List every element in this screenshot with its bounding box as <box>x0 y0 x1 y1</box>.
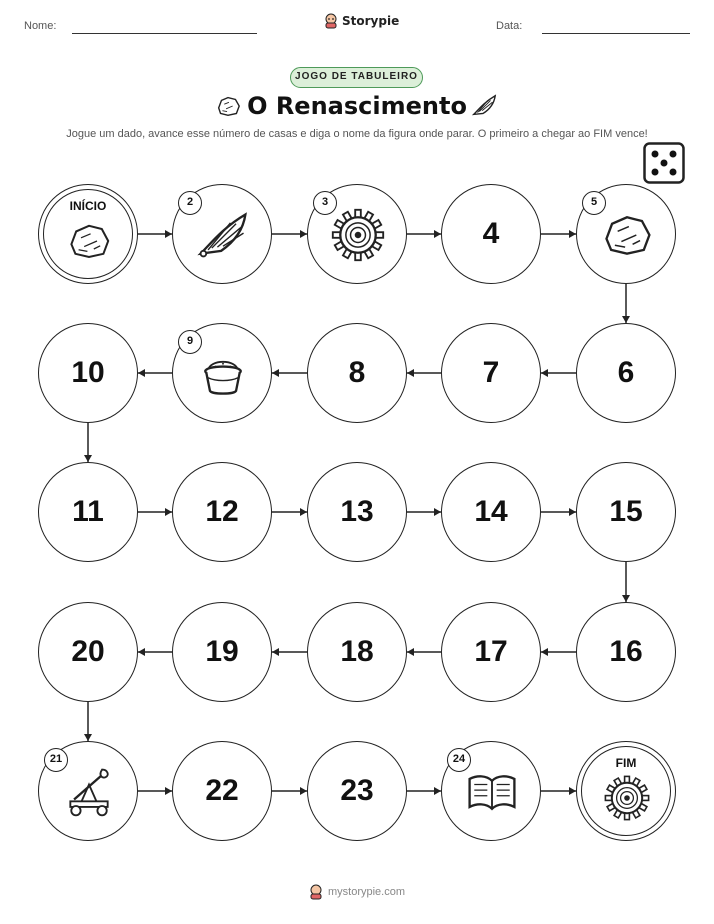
board-space-13 <box>307 462 407 562</box>
board-space-2 <box>172 184 272 284</box>
board-space-10 <box>38 323 138 423</box>
arrowhead <box>300 230 307 238</box>
board-space-14 <box>441 462 541 562</box>
arrowhead <box>84 734 92 741</box>
space-number: 6 <box>617 356 635 389</box>
board-space-23 <box>307 741 407 841</box>
catapult-icon <box>61 764 117 820</box>
arrowhead <box>541 648 548 656</box>
space-number: 23 <box>340 774 374 807</box>
arrowhead <box>300 787 307 795</box>
arrowhead <box>434 787 441 795</box>
space-number: 12 <box>205 495 239 528</box>
arrowhead <box>434 230 441 238</box>
footer-url[interactable]: mystorypie.com <box>327 886 406 898</box>
arrowhead <box>622 595 630 602</box>
space-number: 13 <box>340 495 374 528</box>
board-space-18 <box>307 602 407 702</box>
footer <box>0 884 714 900</box>
stone-icon <box>599 207 655 263</box>
instructions: Jogue um dado, avance esse número de casas e diga o nome da figura onde parar. O primeiro a chegar ao FIM vence! <box>66 128 648 140</box>
gear-icon <box>603 774 651 822</box>
arrowhead <box>622 316 630 323</box>
space-number: 14 <box>474 495 508 528</box>
space-number-chip: 24 <box>447 748 471 772</box>
stone-icon <box>65 217 113 265</box>
space-number: 22 <box>205 774 239 807</box>
arrowhead <box>272 648 279 656</box>
board-space-11 <box>38 462 138 562</box>
arrowhead <box>138 648 145 656</box>
space-number: 11 <box>72 495 104 528</box>
space-number: 10 <box>71 356 105 389</box>
book-icon <box>464 764 520 820</box>
board-space-20 <box>38 602 138 702</box>
board-space-12 <box>172 462 272 562</box>
board-space-21 <box>38 741 138 841</box>
board-space-7 <box>441 323 541 423</box>
space-number: 7 <box>482 356 500 389</box>
space-label: INÍCIO <box>69 199 107 213</box>
logo-text: Storypie <box>342 14 400 28</box>
board-space-9 <box>172 323 272 423</box>
arrowhead <box>138 369 145 377</box>
space-number: 15 <box>609 495 643 528</box>
arrowhead <box>569 787 576 795</box>
arrowhead <box>407 369 414 377</box>
arrowhead <box>300 508 307 516</box>
space-number: 17 <box>474 635 508 668</box>
arrowhead <box>165 508 172 516</box>
space-number: 16 <box>609 635 643 668</box>
space-number: 20 <box>71 635 105 668</box>
board-space-6 <box>576 323 676 423</box>
name-label: Nome: <box>24 20 57 32</box>
bowl-icon <box>195 346 251 402</box>
date-label: Data: <box>496 20 523 32</box>
arrowhead <box>84 455 92 462</box>
finish-space <box>576 741 676 841</box>
board-space-24 <box>441 741 541 841</box>
arrowhead <box>165 787 172 795</box>
space-number-chip: 5 <box>582 191 606 215</box>
space-label: FIM <box>615 756 637 770</box>
start-space <box>38 184 138 284</box>
page-title: O Renascimento <box>247 92 467 120</box>
board-space-16 <box>576 602 676 702</box>
game-badge: JOGO DE TABULEIRO <box>290 67 423 88</box>
arrowhead <box>541 369 548 377</box>
board-space-15 <box>576 462 676 562</box>
mascot-icon <box>309 884 323 900</box>
arrowhead <box>407 648 414 656</box>
arrowhead <box>569 508 576 516</box>
arrowhead <box>434 508 441 516</box>
space-number: 4 <box>482 217 500 250</box>
arrowhead <box>272 369 279 377</box>
space-number: 19 <box>205 635 239 668</box>
space-number-chip: 21 <box>44 748 68 772</box>
space-number-chip: 2 <box>178 191 202 215</box>
space-number: 8 <box>348 356 366 389</box>
board-space-3 <box>307 184 407 284</box>
board-space-8 <box>307 323 407 423</box>
space-number: 18 <box>340 635 374 668</box>
board-space-19 <box>172 602 272 702</box>
board-space-17 <box>441 602 541 702</box>
board-space-22 <box>172 741 272 841</box>
space-number-chip: 3 <box>313 191 337 215</box>
arrowhead <box>165 230 172 238</box>
gear-icon <box>330 207 386 263</box>
space-number-chip: 9 <box>178 330 202 354</box>
board-space-5 <box>576 184 676 284</box>
board-space-4 <box>441 184 541 284</box>
wing-icon <box>195 207 251 263</box>
arrowhead <box>569 230 576 238</box>
